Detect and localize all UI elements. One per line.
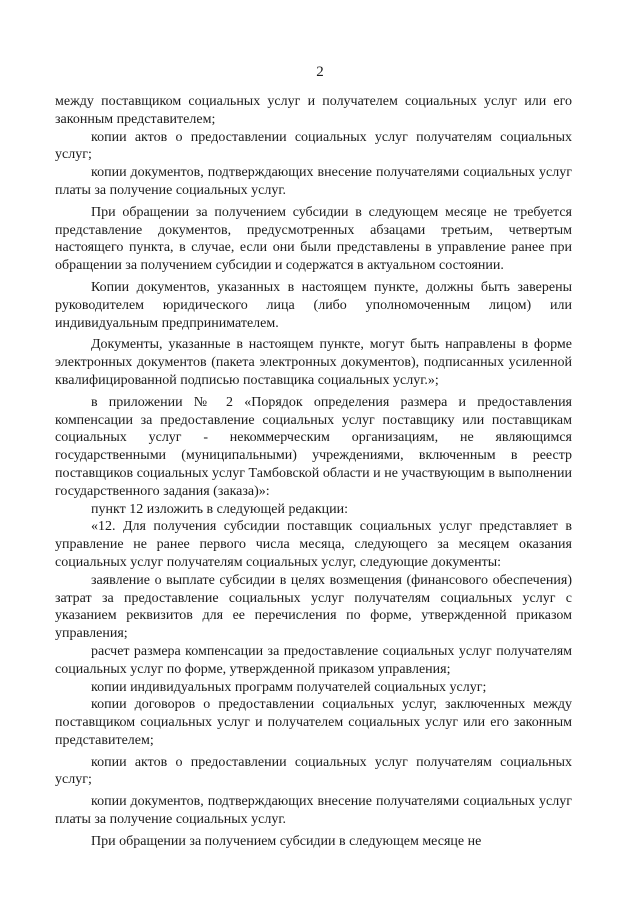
- paragraph: копии договоров о предоставлении социальных услуг, заключенных между поставщиком социальных услуг и получателем социальных услуг или его законным представителем;: [55, 697, 572, 748]
- paragraph: расчет размера компенсации за предоставление социальных услуг получателям социальных услуг по форме, утвержденной приказом управления;: [55, 643, 572, 677]
- paragraph: копии актов о предоставлении социальных услуг получателям социальных услуг;: [55, 754, 572, 788]
- paragraph: между поставщиком социальных услуг и получателем социальных услуг или его законным представителем;: [55, 94, 572, 127]
- body-text: [55, 93, 572, 851]
- paragraph: копии документов, подтверждающих внесение получателями социальных услуг платы за получение социальных услуг.: [55, 794, 572, 828]
- paragraph: «12. Для получения субсидии поставщик социальных услуг представляет в управление не ранее первого числа месяца, следующего за месяцем оказания социальных услуг получателям социальных услуг, следующие документы:: [55, 519, 572, 570]
- paragraph: При обращении за получением субсидии в следующем месяце не: [91, 833, 482, 849]
- paragraph: в приложении № 2 «Порядок определения размера и предоставления компенсации за предоставление социальных услуг поставщику или поставщикам социальных услуг - некоммерческим организациям, не являющимся государственными (муниципальными) учреждениями, включенным в реестр поставщиков социальных услуг Тамбовской области и не участвующим в выполнении государственного задания (заказа)»:: [55, 394, 572, 499]
- paragraph: Документы, указанные в настоящем пункте, могут быть направлены в форме электронных документов (пакета электронных документов), подписанных усиленной квалифицированной подписью поставщика социальных услуг.»;: [55, 337, 572, 388]
- paragraph: заявление о выплате субсидии в целях возмещения (финансового обеспечения) затрат за предоставление социальных услуг получателям социальных услуг с указанием реквизитов для ее перечисления по форме, утвержденной приказом управления;: [55, 572, 572, 642]
- paragraph: При обращении за получением субсидии в следующем месяце не требуется представление документов, предусмотренных абзацами третьим, четвертым настоящего пункта, в случае, если они были представлены в управление ранее при обращении за получением субсидии и содержатся в актуальном состоянии.: [55, 204, 572, 274]
- paragraph: Копии документов, указанных в настоящем пункте, должны быть заверены руководителем юридического лица (либо уполномоченным лицом) или индивидуальным предпринимателем.: [55, 279, 572, 331]
- paragraph: копии документов, подтверждающих внесение получателями социальных услуг платы за получение социальных услуг.: [55, 165, 572, 198]
- paragraph: пункт 12 изложить в следующей редакции:: [91, 501, 348, 517]
- paragraph: копии индивидуальных программ получателей социальных услуг;: [91, 679, 487, 695]
- paragraph: копии актов о предоставлении социальных услуг получателям социальных услуг;: [55, 129, 572, 163]
- page-number: 2: [316, 64, 324, 80]
